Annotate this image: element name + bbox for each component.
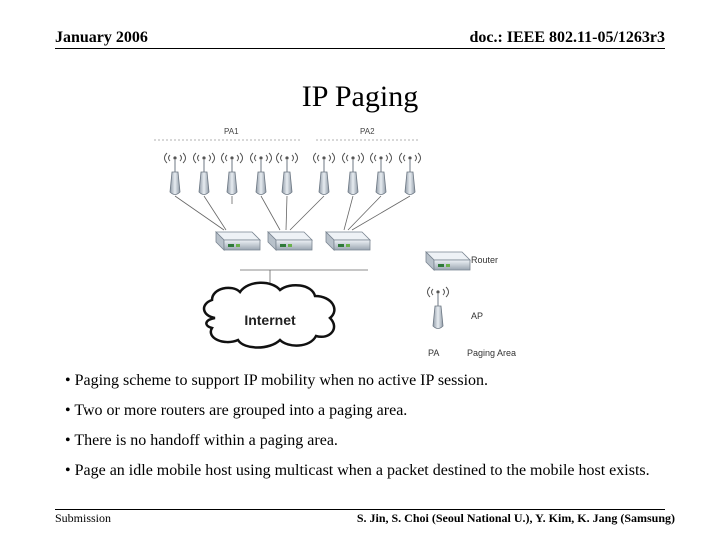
header-date: January 2006 [55, 29, 148, 46]
footer-divider [55, 509, 665, 510]
legend-ap-icon [428, 287, 449, 329]
bullet-item: • Paging scheme to support IP mobility when no active IP session. [65, 372, 489, 389]
ap-icon [314, 153, 335, 195]
pa1-label: PA1 [224, 127, 239, 136]
internet-label: Internet [244, 312, 296, 328]
header-divider [55, 48, 665, 49]
legend-router-label: Router [471, 255, 499, 265]
legend-router-icon [426, 252, 470, 270]
ap-icon [222, 153, 243, 195]
legend-paging-area-label: Paging Area [467, 348, 517, 358]
ap-icon [165, 153, 186, 195]
header-doc-id: doc.: IEEE 802.11-05/1263r3 [469, 29, 665, 46]
ip-paging-diagram [140, 120, 580, 365]
router-icon [268, 232, 312, 250]
ap-icon [343, 153, 364, 195]
router-icon [216, 232, 260, 250]
bullet-list [65, 370, 685, 490]
legend-ap-label: AP [471, 311, 484, 321]
pa2-label: PA2 [360, 127, 375, 136]
ap-icon [371, 153, 392, 195]
bullet-item: • Page an idle mobile host using multicast when a packet destined to the mobile host exists. [65, 462, 650, 479]
ap-router-links [175, 196, 410, 230]
ap-icon [251, 153, 272, 195]
legend-pa-label: PA [428, 348, 440, 358]
router-icon [326, 232, 370, 250]
footer-authors: S. Jin, S. Choi (Seoul National U.), Y. Kim, K. Jang (Samsung) [356, 511, 675, 525]
slide-title: IP Paging [301, 80, 419, 113]
ap-icon [277, 153, 298, 195]
footer-submission: Submission [55, 511, 112, 525]
ap-icon [194, 153, 215, 195]
bullet-item: • There is no handoff within a paging area. [65, 432, 338, 449]
bullet-item: • Two or more routers are grouped into a paging area. [65, 402, 408, 419]
ap-icon [400, 153, 421, 195]
